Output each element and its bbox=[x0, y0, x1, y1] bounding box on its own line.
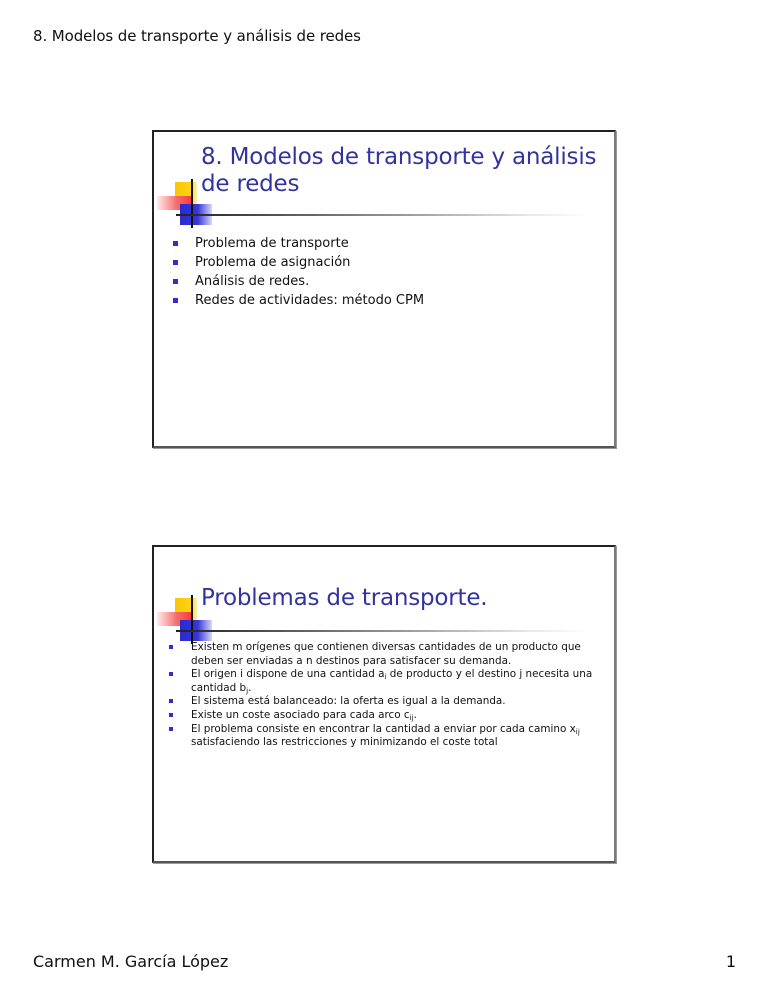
list-item-text: Problema de transporte bbox=[195, 236, 349, 251]
square-bullet-icon bbox=[169, 699, 173, 703]
square-bullet-icon bbox=[173, 241, 178, 246]
list-item bbox=[161, 709, 613, 723]
list-item bbox=[161, 641, 613, 668]
text-segment: de producto y el destino j necesita una cantidad b bbox=[191, 668, 593, 694]
square-bullet-icon bbox=[173, 260, 178, 265]
text-segment: . bbox=[248, 681, 252, 694]
square-bullet-icon bbox=[169, 727, 173, 731]
subscript: j bbox=[246, 685, 249, 695]
list-item bbox=[169, 253, 424, 272]
square-bullet-icon bbox=[169, 672, 173, 676]
footer-author: Carmen M. García López bbox=[33, 952, 229, 971]
list-item-text: El sistema está balanceado: la oferta es igual a la demanda. bbox=[191, 695, 506, 708]
list-item-text: Problema de asignación bbox=[195, 255, 351, 270]
subscript: i bbox=[384, 672, 387, 682]
text-segment: El problema consiste en encontrar la cantidad a enviar por cada camino x bbox=[191, 722, 576, 735]
square-bullet-icon bbox=[173, 298, 178, 303]
slide-2 bbox=[152, 545, 616, 863]
list-item-text: Análisis de redes. bbox=[195, 274, 310, 289]
text-segment: El origen i dispone de una cantidad a bbox=[191, 668, 385, 681]
vertical-line-icon bbox=[191, 179, 193, 228]
page-number: 1 bbox=[725, 952, 736, 971]
slide-1 bbox=[152, 130, 616, 448]
bullet-list bbox=[161, 641, 613, 750]
bullet-list bbox=[169, 234, 424, 310]
slide-title: Problemas de transporte. bbox=[201, 585, 488, 611]
vertical-line-icon bbox=[191, 595, 193, 644]
page-header: 8. Modelos de transporte y análisis de redes bbox=[33, 27, 361, 45]
title-divider bbox=[176, 630, 588, 632]
text-segment: . bbox=[413, 708, 417, 721]
list-item-text: Existen m orígenes que contienen diversas cantidades de un producto que deben ser enviadas a n destinos para satisfacer su demanda. bbox=[191, 641, 581, 667]
text-segment: satisfaciendo las restricciones y minimizando el coste total bbox=[191, 736, 498, 749]
list-item bbox=[161, 695, 613, 709]
list-item bbox=[169, 291, 424, 310]
list-item bbox=[169, 234, 424, 253]
list-item bbox=[161, 723, 613, 750]
text-segment: Existe un coste asociado para cada arco c bbox=[191, 708, 410, 721]
slide-logo-decoration-icon bbox=[154, 182, 224, 242]
list-item-text bbox=[191, 668, 592, 694]
list-item bbox=[169, 272, 424, 291]
square-bullet-icon bbox=[169, 713, 173, 717]
square-bullet-icon bbox=[169, 645, 173, 649]
list-item-text bbox=[191, 709, 417, 721]
square-bullet-icon bbox=[173, 279, 178, 284]
title-divider bbox=[176, 214, 588, 216]
list-item bbox=[161, 668, 613, 695]
subscript: ij bbox=[575, 726, 580, 736]
subscript: ij bbox=[409, 712, 414, 722]
list-item-text: Redes de actividades: método CPM bbox=[195, 293, 425, 308]
slide-title: 8. Modelos de transporte y análisis de redes bbox=[201, 144, 597, 197]
list-item-text bbox=[191, 723, 580, 749]
